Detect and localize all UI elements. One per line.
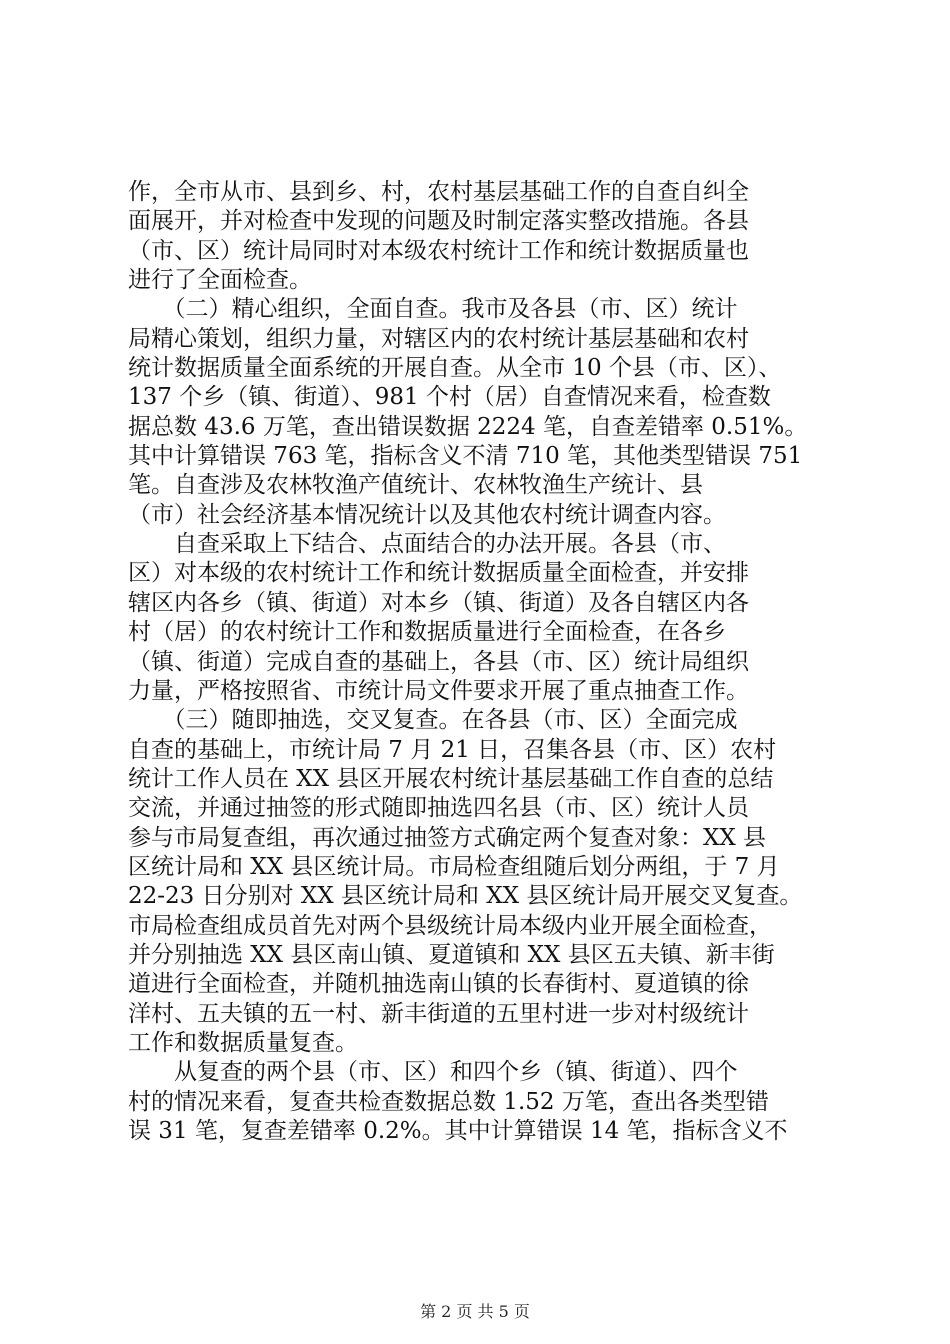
text-line: 自查采取上下结合、点面结合的办法开展。各县（市、 — [128, 531, 726, 558]
body-text — [128, 178, 832, 1146]
text-line: 村（居）的农村统计工作和数据质量进行全面检查，在各乡 — [128, 619, 726, 646]
text-line: 并分别抽选 XX 县区南山镇、夏道镇和 XX 县区五夫镇、新丰街 — [128, 941, 775, 968]
text-line: （镇、街道）完成自查的基础上，各县（市、区）统计局组织 — [128, 648, 749, 675]
text-line: 参与市局复查组，再次通过抽签方式确定两个复查对象：XX 县 — [128, 824, 767, 851]
text-line: 误 31 笔，复查差错率 0.2%。其中计算错误 14 笔，指标含义不 — [128, 1118, 788, 1144]
text-line: 交流，并通过抽签的形式随即抽选四名县（市、区）统计人员 — [128, 795, 749, 822]
text-line: 统计工作人员在 XX 县区开展农村统计基层基础工作自查的总结 — [128, 765, 774, 792]
text-line: 区统计局和 XX 县区统计局。市局检查组随后划分两组，于 7 月 — [128, 853, 780, 880]
text-line: 统计数据质量全面系统的开展自查。从全市 10 个县（市、区）、 — [128, 355, 782, 382]
text-line: 137 个乡（镇、街道）、981 个村（居）自查情况来看，检查数 — [128, 384, 771, 411]
text-line: 道进行全面检查，并随机抽选南山镇的长春街村、夏道镇的徐 — [128, 971, 749, 998]
text-line: 据总数 43.6 万笔，查出错误数据 2224 笔，自查差错率 0.51%。 — [128, 413, 808, 440]
text-line: 力量，严格按照省、市统计局文件要求开展了重点抽查工作。 — [128, 677, 749, 704]
text-line: 面展开，并对检查中发现的问题及时制定落实整改措施。各县 — [128, 208, 749, 235]
text-line: 作，全市从市、县到乡、村，农村基层基础工作的自查自纠全 — [128, 179, 749, 205]
text-line: 笔。自查涉及农林牧渔产值统计、农林牧渔生产统计、县 — [128, 472, 703, 499]
text-line: 工作和数据质量复查。 — [128, 1029, 358, 1056]
text-line: 从复查的两个县（市、区）和四个乡（镇、街道）、四个 — [128, 1059, 738, 1086]
text-line: 其中计算错误 763 笔，指标含义不清 710 笔，其他类型错误 751 — [128, 443, 803, 470]
text-line: （市）社会经济基本情况统计以及其他农村统计调查内容。 — [128, 501, 726, 528]
text-line: （三）随即抽选，交叉复查。在各县（市、区）全面完成 — [128, 707, 738, 734]
text-line: 局精心策划，组织力量，对辖区内的农村统计基层基础和农村 — [128, 325, 749, 352]
text-line: 洋村、五夫镇的五一村、新丰街道的五里村进一步对村级统计 — [128, 1000, 749, 1027]
text-line: 市局检查组成员首先对两个县级统计局本级内业开展全面检查， — [128, 912, 772, 939]
text-line: 自查的基础上，市统计局 7 月 21 日，召集各县（市、区）农村 — [128, 736, 777, 763]
text-line: 22-23 日分别对 XX 县区统计局和 XX 县区统计局开展交叉复查。 — [128, 883, 803, 910]
text-line: （市、区）统计局同时对本级农村统计工作和统计数据质量也 — [128, 237, 749, 264]
text-line: 进行了全面检查。 — [128, 267, 312, 294]
text-line: 辖区内各乡（镇、街道）对本乡（镇、街道）及各自辖区内各 — [128, 589, 749, 616]
text-line: 村的情况来看，复查共检查数据总数 1.52 万笔，查出各类型错 — [128, 1088, 769, 1115]
text-line: 区）对本级的农村统计工作和统计数据质量全面检查，并安排 — [128, 560, 749, 587]
text-line: （二）精心组织，全面自查。我市及各县（市、区）统计 — [128, 296, 738, 323]
page-footer: 第 2 页 共 5 页 — [420, 1302, 530, 1321]
